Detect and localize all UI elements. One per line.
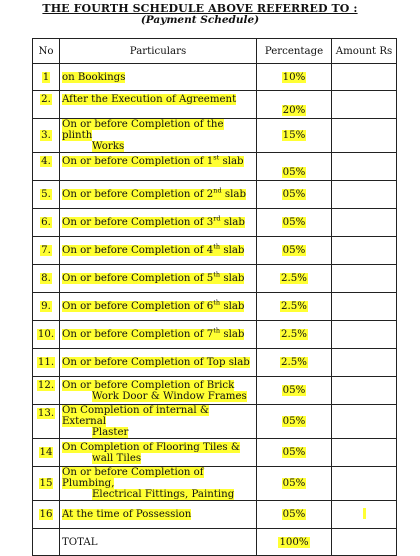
- row-particulars: On or before Completion of 4: [62, 245, 214, 256]
- row-particulars: on Bookings: [62, 71, 126, 83]
- row-no: 11.: [37, 357, 55, 368]
- row-amount: [332, 209, 397, 237]
- table-row: [33, 237, 397, 265]
- row-particulars-cont: Works: [92, 141, 125, 152]
- row-no: 16: [39, 509, 53, 520]
- ordinal-suffix: th: [213, 270, 221, 279]
- row-amount: [332, 377, 397, 405]
- header-amount: Amount Rs: [332, 39, 397, 64]
- row-percentage: 05%: [282, 189, 306, 200]
- row-no: 6.: [41, 217, 51, 228]
- row-amount: [332, 501, 397, 529]
- row-amount: [332, 181, 397, 209]
- row-percentage: 05%: [282, 167, 306, 178]
- table-row: [33, 439, 397, 467]
- table-row: [33, 181, 397, 209]
- payment-schedule-table: [32, 38, 397, 556]
- row-percentage: 05%: [282, 416, 306, 427]
- row-amount: [332, 321, 397, 349]
- table-row: [33, 119, 397, 153]
- row-no: 10.: [37, 329, 55, 340]
- table-row: [33, 467, 397, 501]
- row-percentage: 05%: [282, 385, 306, 396]
- row-particulars-after: slab: [220, 329, 245, 340]
- row-amount: [332, 119, 397, 153]
- row-no: 15: [39, 478, 53, 489]
- row-percentage: 20%: [282, 105, 306, 116]
- row-amount: [332, 293, 397, 321]
- row-particulars-cont: Plaster: [92, 427, 129, 438]
- row-percentage: 2.5%: [281, 329, 307, 340]
- total-percentage: 100%: [279, 536, 309, 548]
- row-particulars-after: slab: [220, 245, 245, 256]
- row-no: 7.: [41, 245, 51, 256]
- table-row: [33, 501, 397, 529]
- table-row: [33, 293, 397, 321]
- ordinal-suffix: th: [213, 242, 221, 251]
- table-total-row: [33, 529, 397, 556]
- row-no: 14: [39, 447, 53, 458]
- row-particulars: On or before Completion of 7: [62, 329, 214, 340]
- row-particulars-after: slab: [220, 273, 245, 284]
- row-particulars: On or before Completion of 1: [62, 156, 214, 167]
- row-particulars-after: slab: [220, 301, 245, 312]
- total-label: TOTAL: [62, 536, 98, 548]
- row-no: 2.: [41, 94, 51, 105]
- row-particulars: On or before Completion of the plinth: [62, 119, 224, 141]
- table-row: [33, 153, 397, 181]
- row-amount: [332, 467, 397, 501]
- row-percentage: 05%: [282, 447, 306, 458]
- ordinal-suffix: nd: [213, 186, 222, 195]
- highlight-mark: [363, 508, 366, 519]
- row-percentage: 05%: [282, 245, 306, 256]
- row-amount: [332, 64, 397, 91]
- row-particulars-cont: Work Door & Window Frames: [92, 390, 247, 402]
- row-percentage: 2.5%: [281, 273, 307, 284]
- row-particulars: At the time of Possession: [62, 509, 192, 520]
- row-amount: [332, 265, 397, 293]
- row-percentage: 05%: [282, 509, 306, 520]
- row-amount: [332, 91, 397, 119]
- row-amount: [332, 349, 397, 377]
- row-no: 5.: [41, 189, 51, 200]
- row-percentage: 2.5%: [281, 357, 307, 368]
- header-particulars: Particulars: [60, 39, 257, 64]
- row-particulars: On Completion of Flooring Tiles &: [62, 441, 240, 453]
- row-particulars-after: slab: [220, 217, 245, 228]
- row-percentage: 15%: [282, 130, 306, 141]
- header-no: No: [33, 39, 60, 64]
- ordinal-suffix: st: [213, 153, 220, 162]
- table-row: [33, 209, 397, 237]
- row-amount: [332, 153, 397, 181]
- ordinal-suffix: th: [213, 298, 221, 307]
- row-percentage: 2.5%: [281, 301, 307, 312]
- total-amount: [332, 529, 397, 556]
- row-no: 12.: [37, 380, 55, 391]
- table-row: [33, 64, 397, 91]
- row-particulars: On or before Completion of Top slab: [62, 357, 250, 368]
- row-amount: [332, 237, 397, 265]
- row-particulars-cont: wall Tiles: [92, 452, 142, 464]
- table-row: [33, 405, 397, 439]
- header-percentage: Percentage: [257, 39, 332, 64]
- row-no: 8.: [41, 273, 51, 284]
- row-percentage: 05%: [282, 217, 306, 228]
- row-particulars: On or before Completion of Brick: [62, 379, 235, 391]
- table-header-row: [33, 39, 397, 64]
- table-row: [33, 321, 397, 349]
- row-particulars-after: slab: [219, 156, 244, 167]
- page-title: THE FOURTH SCHEDULE ABOVE REFERRED TO :: [42, 2, 358, 15]
- row-particulars: On or before Completion of 3: [62, 217, 214, 228]
- row-particulars: After the Execution of Agreement: [62, 94, 237, 105]
- table-row: [33, 349, 397, 377]
- table-row: [33, 377, 397, 405]
- row-particulars: On Completion of internal & External: [62, 405, 209, 427]
- row-amount: [332, 405, 397, 439]
- row-percentage: 10%: [282, 71, 306, 83]
- ordinal-suffix: rd: [213, 214, 221, 223]
- table-row: [33, 265, 397, 293]
- row-no: 3.: [41, 130, 51, 141]
- row-no: 13.: [37, 408, 55, 419]
- table-row: [33, 91, 397, 119]
- row-particulars-after: slab: [221, 189, 246, 200]
- row-no: 9.: [41, 301, 51, 312]
- row-particulars: On or before Completion of Plumbing,: [62, 467, 204, 489]
- row-particulars: On or before Completion of 5: [62, 273, 214, 284]
- ordinal-suffix: th: [213, 326, 221, 335]
- row-particulars: On or before Completion of 6: [62, 301, 214, 312]
- page-subtitle: (Payment Schedule): [140, 14, 260, 26]
- row-percentage: 05%: [282, 478, 306, 489]
- row-amount: [332, 439, 397, 467]
- row-no: 1: [42, 71, 50, 83]
- row-no: 4.: [41, 156, 51, 167]
- row-particulars-cont: Electrical Fittings, Painting: [92, 489, 235, 500]
- total-no: [33, 529, 60, 556]
- row-particulars: On or before Completion of 2: [62, 189, 214, 200]
